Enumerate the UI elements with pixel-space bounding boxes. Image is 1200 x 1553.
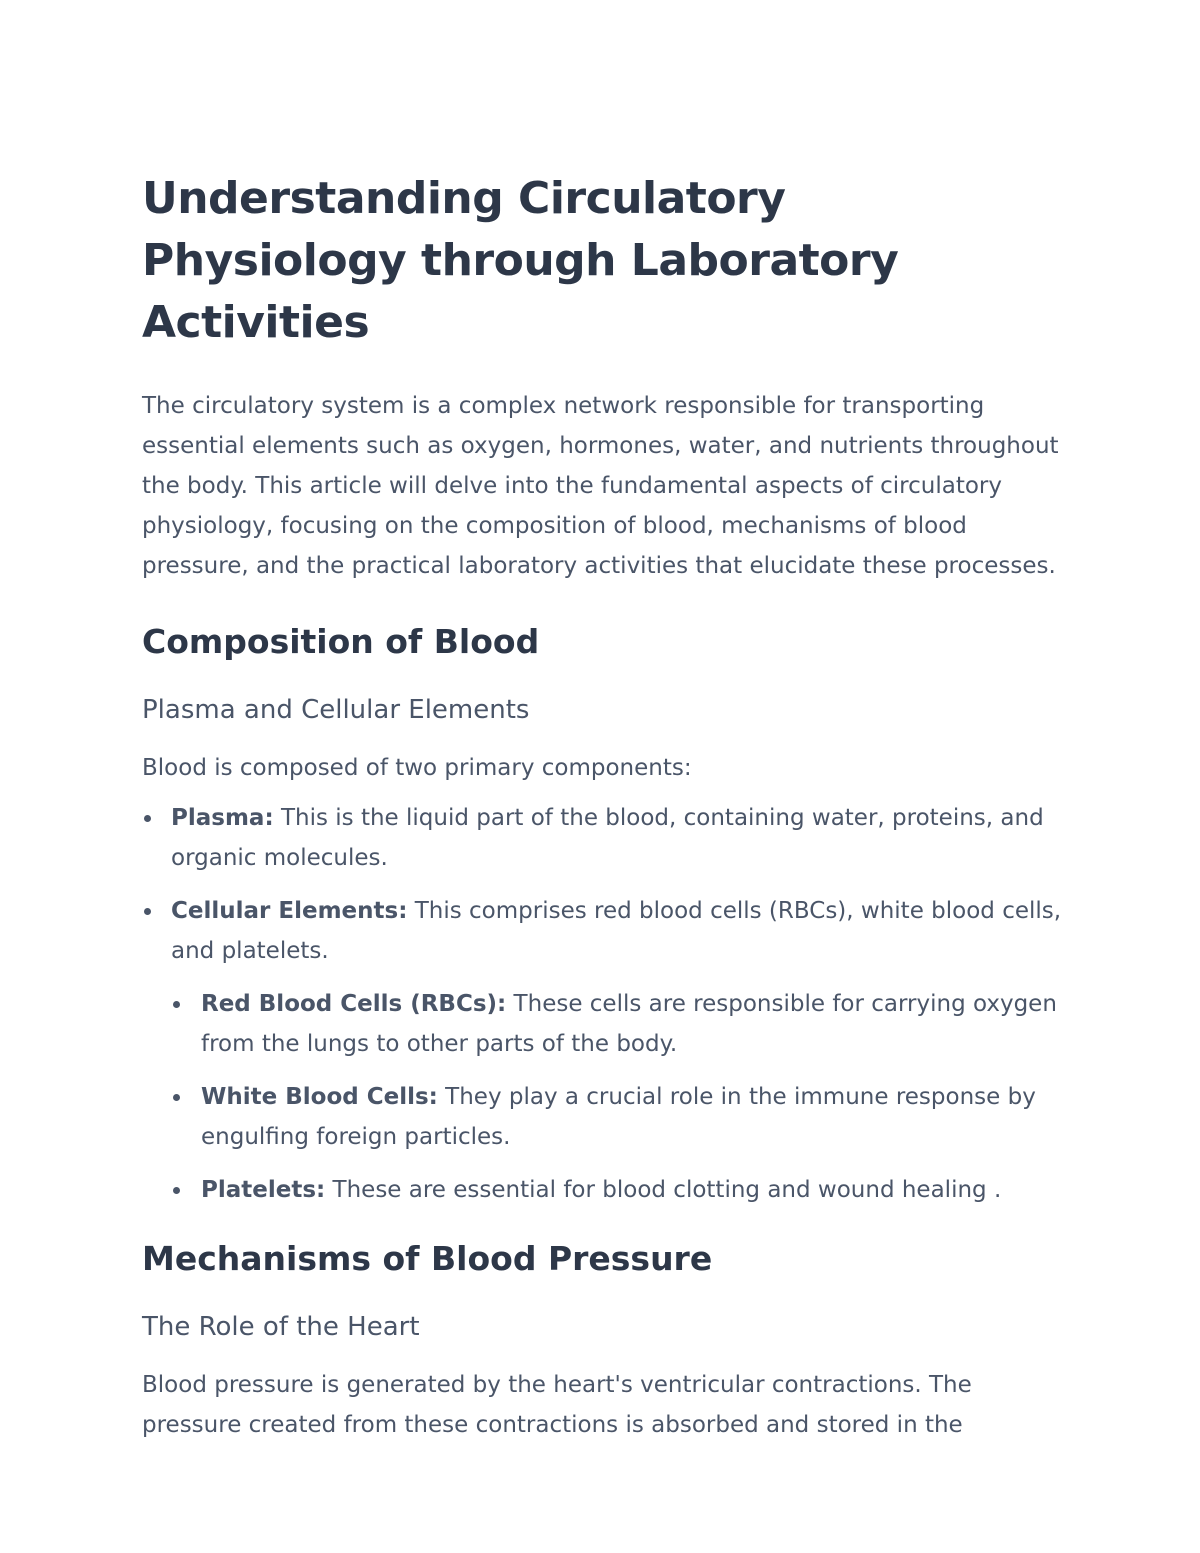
- list-item-plasma: [142, 798, 1062, 878]
- subheading-role-of-heart: The Role of the Heart: [142, 1312, 420, 1342]
- blood-pressure-paragraph: Blood pressure is generated by the heart's ventricular contractions. The pressure created from these contractions is absorbed and stored in the: [142, 1372, 972, 1438]
- term-platelets: Platelets:: [201, 1177, 326, 1203]
- desc-plasma: This is the liquid part of the blood, containing water, proteins, and organic molecules.: [171, 805, 1044, 871]
- page-title: Understanding Circulatory Physiology through Laboratory Activities: [142, 173, 899, 348]
- section-heading-composition: Composition of Blood: [142, 622, 540, 661]
- desc-wbc: They play a crucial role in the immune response by engulfing foreign particles.: [201, 1084, 1036, 1150]
- term-rbc: Red Blood Cells (RBCs):: [201, 991, 507, 1017]
- intro-paragraph: The circulatory system is a complex network responsible for transporting essential elements such as oxygen, hormones, water, and nutrients throughout the body. This article will delve into the fundamental aspects of circulatory physiology, focusing on the composition of blood, mechanisms of blood pressure, and the practical laboratory activities that elucidate these processes.: [142, 393, 1059, 579]
- list-item-platelets: [171, 1170, 1062, 1210]
- desc-platelets: These are essential for blood clotting and wound healing .: [325, 1177, 1002, 1203]
- list-item-wbc: [171, 1077, 1062, 1157]
- section-heading-blood-pressure: Mechanisms of Blood Pressure: [142, 1239, 713, 1278]
- desc-cellular-elements: This comprises red blood cells (RBCs), white blood cells, and platelets.: [171, 898, 1062, 964]
- term-wbc: White Blood Cells:: [201, 1084, 438, 1110]
- list-item-cellular-elements: [142, 891, 1062, 1210]
- blood-components-list: [142, 798, 1062, 1210]
- list-item-rbc: [171, 984, 1062, 1064]
- composition-lead: Blood is composed of two primary components:: [142, 755, 692, 781]
- term-plasma: Plasma:: [171, 805, 274, 831]
- desc-rbc: These cells are responsible for carrying oxygen from the lungs to other parts of the body.: [201, 991, 1057, 1057]
- cellular-elements-sublist: [171, 984, 1062, 1210]
- term-cellular-elements: Cellular Elements:: [171, 898, 408, 924]
- section-blood-pressure: [142, 1237, 1062, 1445]
- subheading-plasma-cellular: Plasma and Cellular Elements: [142, 695, 530, 725]
- document-page: [142, 168, 1062, 1445]
